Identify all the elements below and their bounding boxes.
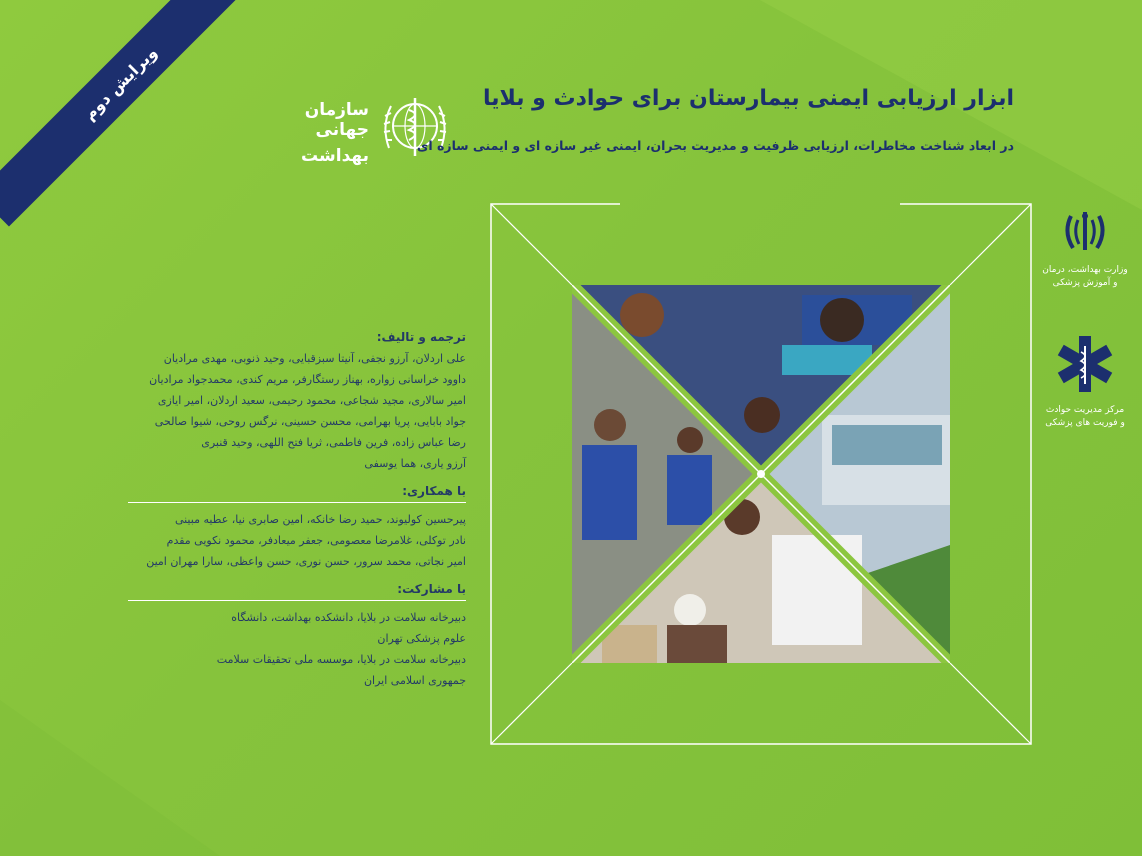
edition-ribbon — [0, 0, 264, 227]
collab-line: نادر توکلی، غلامرضا معصومی، جعفر میعادفر، محمود نکویی مقدم — [166, 534, 466, 547]
ministry-caption-line2: و آموزش پزشکی — [1052, 278, 1118, 288]
iran-emblem-icon — [1061, 210, 1109, 254]
cover-photo — [572, 285, 950, 663]
authors-line: داوود خراسانی زواره، بهناز رستگارفر، مریم کندی، محمدجواد مرادیان — [149, 373, 466, 386]
collab-divider — [128, 502, 466, 503]
partner-divider — [128, 600, 466, 601]
collab-line: پیرحسین کولیوند، حمید رضا خانکه، امین صابری نیا، عطیه مبینی — [174, 513, 466, 526]
collab-heading: با همکاری: — [402, 484, 466, 498]
credits-block — [128, 330, 466, 691]
collab-line: امیر نجاتی، محمد سرور، حسن نوری، حسن واعظی، سارا مهران امین — [146, 555, 466, 568]
cover-subtitle: در ابعاد شناخت مخاطرات، ارزیابی ظرفیت و مدیریت بحران، ایمنی غیر سازه ای و ایمنی سازه ای — [416, 138, 1014, 153]
authors-line: امیر سالاری، مجید شجاعی، محمود رحیمی، سعید اردلان، امیر ایازی — [157, 394, 466, 407]
partner-line: علوم پزشکی تهران — [377, 632, 466, 645]
ministry-caption-line1: وزارت بهداشت، درمان — [1042, 265, 1128, 275]
who-name-line1: سازمان جهانی — [304, 100, 369, 140]
partner-line: جمهوری اسلامی ایران — [363, 674, 466, 687]
ministry-logo — [1040, 210, 1130, 290]
ems-logo — [1040, 334, 1130, 430]
partner-line: دبیرخانه سلامت در بلایا، موسسه ملی تحقیقات سلامت — [216, 653, 466, 666]
edition-label: ویرایش دوم — [79, 42, 161, 124]
authors-line: رضا عباس زاده، فرین فاطمی، ثریا فتح اللهی، وحید قنبری — [201, 436, 466, 449]
authors-list — [128, 348, 466, 474]
authors-line: آرزو یاری، هما یوسفی — [364, 457, 466, 470]
photo-collage — [572, 285, 950, 663]
partner-line: دبیرخانه سلامت در بلایا، دانشکده بهداشت، دانشگاه — [231, 611, 466, 624]
authors-line: جواد بابایی، پریا بهرامی، محسن حسینی، نرگس روحی، شیوا صالحی — [154, 415, 466, 428]
ems-caption-line1: مرکز مدیریت حوادث — [1045, 405, 1125, 415]
partner-heading: با مشارکت: — [397, 582, 466, 596]
ems-caption-line2: و فوریت های پزشکی — [1045, 418, 1125, 428]
authors-heading: ترجمه و تالیف: — [376, 330, 466, 344]
who-name-line2: بهداشت — [301, 146, 369, 166]
star-of-life-icon — [1055, 334, 1115, 394]
authors-line: علی اردلان، آرزو نجفی، آنیتا سبزقبایی، وحید ذنوبی، مهدی مرادیان — [163, 352, 466, 365]
cover-title: ابزار ارزیابی ایمنی بیمارستان برای حوادث و بلایا — [483, 86, 1014, 111]
